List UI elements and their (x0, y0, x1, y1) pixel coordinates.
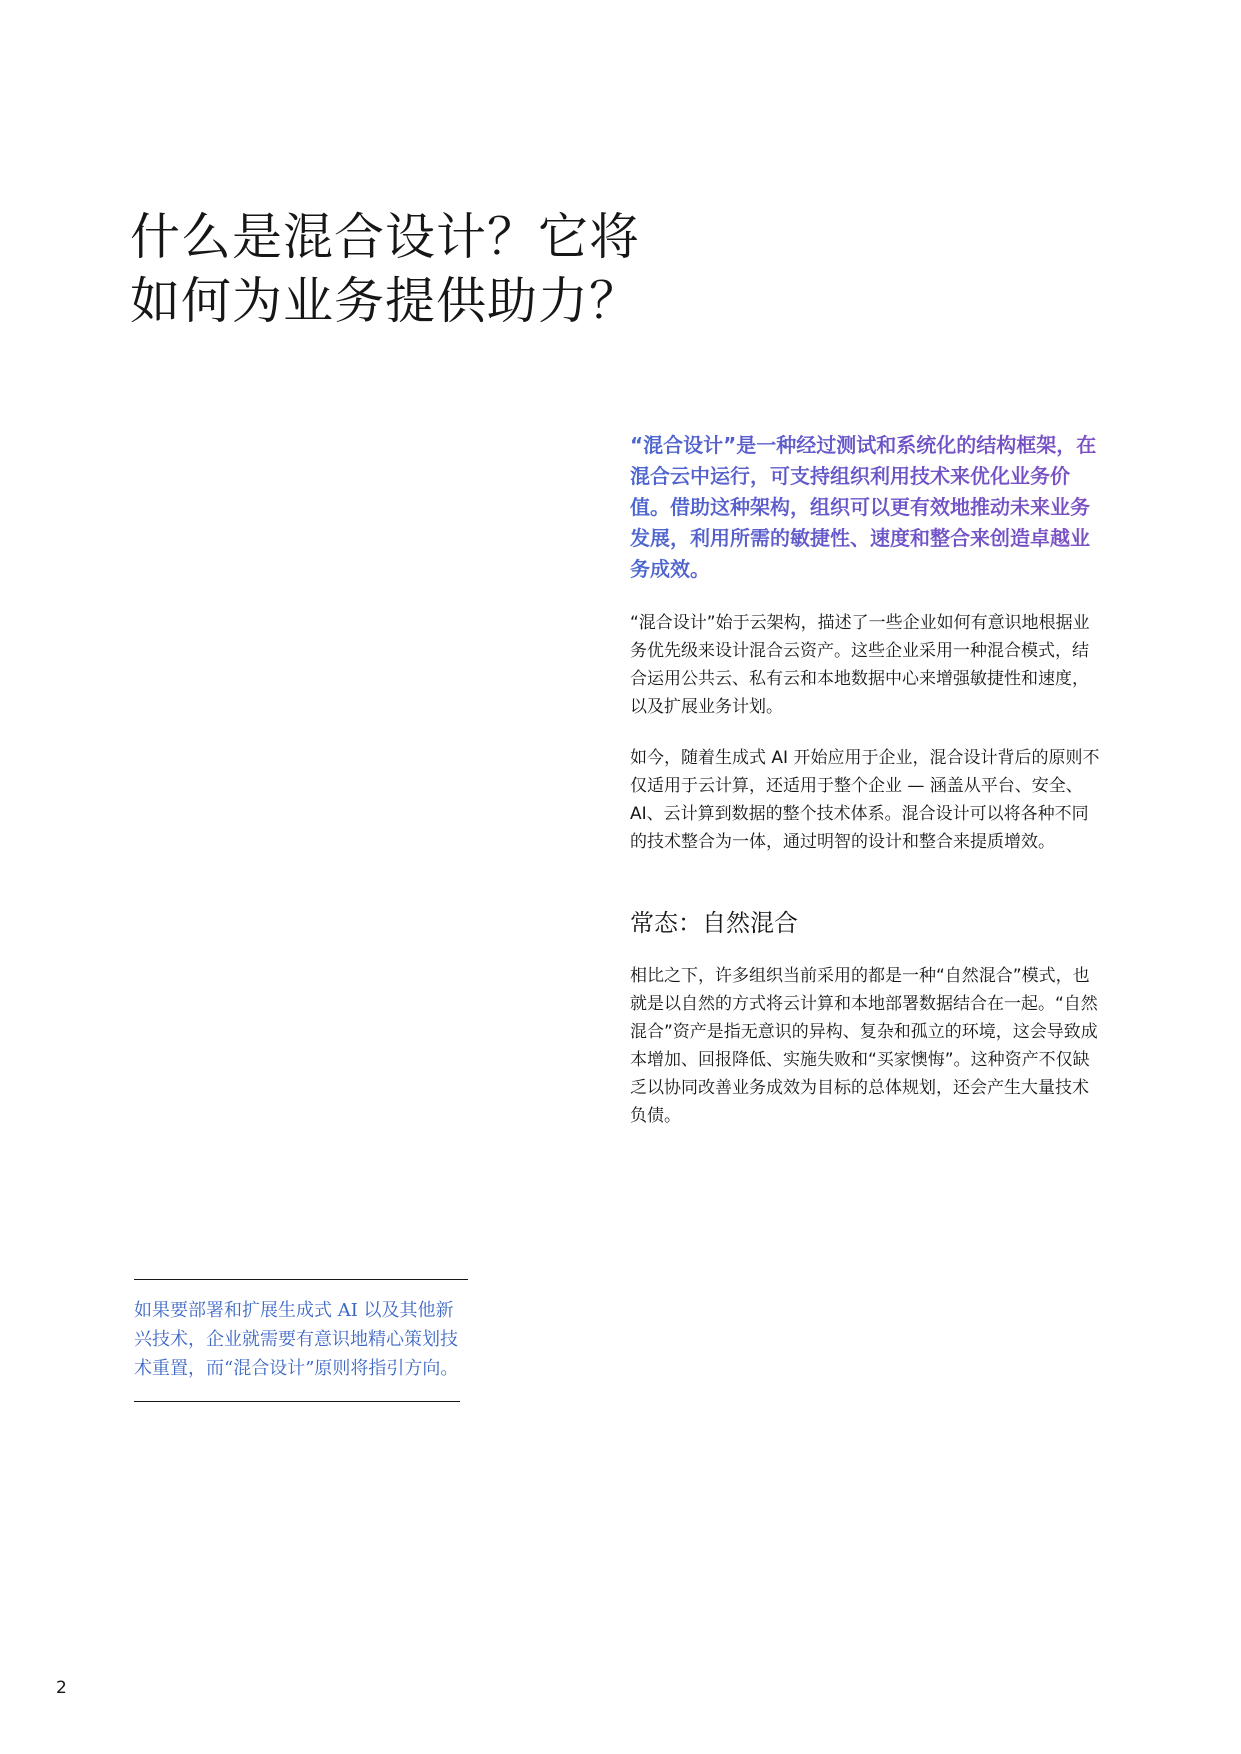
pull-quote-text: 如果要部署和扩展生成式 AI 以及其他新兴技术，企业就需要有意识地精心策划技术重置，而“混合设计”原则将指引方向。 (134, 1300, 459, 1379)
pull-quote (134, 1279, 468, 1402)
main-content-column (630, 430, 1100, 1153)
intro-paragraph-2: 如今，随着生成式 AI 开始应用于企业，混合设计背后的原则不仅适用于云计算，还适用于整个企业 — 涵盖从平台、安全、AI、云计算到数据的整个技术体系。混合设计可以将各种不同的技术整合为一体，通过明智的设计和整合来提质增效。 (630, 748, 1100, 852)
section-paragraph: 相比之下，许多组织当前采用的都是一种“自然混合”模式，也就是以自然的方式将云计算和本地部署数据结合在一起。“自然混合”资产是指无意识的异构、复杂和孤立的环境，这会导致成本增加、回报降低、实施失败和“买家懊悔”。这种资产不仅缺乏以协同改善业务成效为目标的总体规划，还会产生大量技术负债。 (630, 966, 1098, 1126)
intro-paragraph-1: “混合设计”始于云架构，描述了一些企业如何有意识地根据业务优先级来设计混合云资产。这些企业采用一种混合模式，结合运用公共云、私有云和本地数据中心来增强敏捷性和速度，以及扩展业务计划。 (630, 613, 1090, 717)
pull-quote-top-rule (134, 1279, 468, 1280)
page-title (130, 205, 690, 333)
page-title-line-1: 什么是混合设计？它将 (130, 208, 640, 266)
page-number: 2 (56, 1678, 67, 1698)
section-heading: 常态：自然混合 (630, 909, 798, 937)
page-title-line-2: 如何为业务提供助力？ (130, 272, 640, 330)
pull-quote-bottom-rule (134, 1401, 460, 1402)
intro-lead-paragraph: “混合设计”是一种经过测试和系统化的结构框架，在混合云中运行，可支持组织利用技术来优化业务价值。借助这种架构，组织可以更有效地推动未来业务发展，利用所需的敏捷性、速度和整合来创造卓越业务成效。 (630, 430, 1100, 585)
